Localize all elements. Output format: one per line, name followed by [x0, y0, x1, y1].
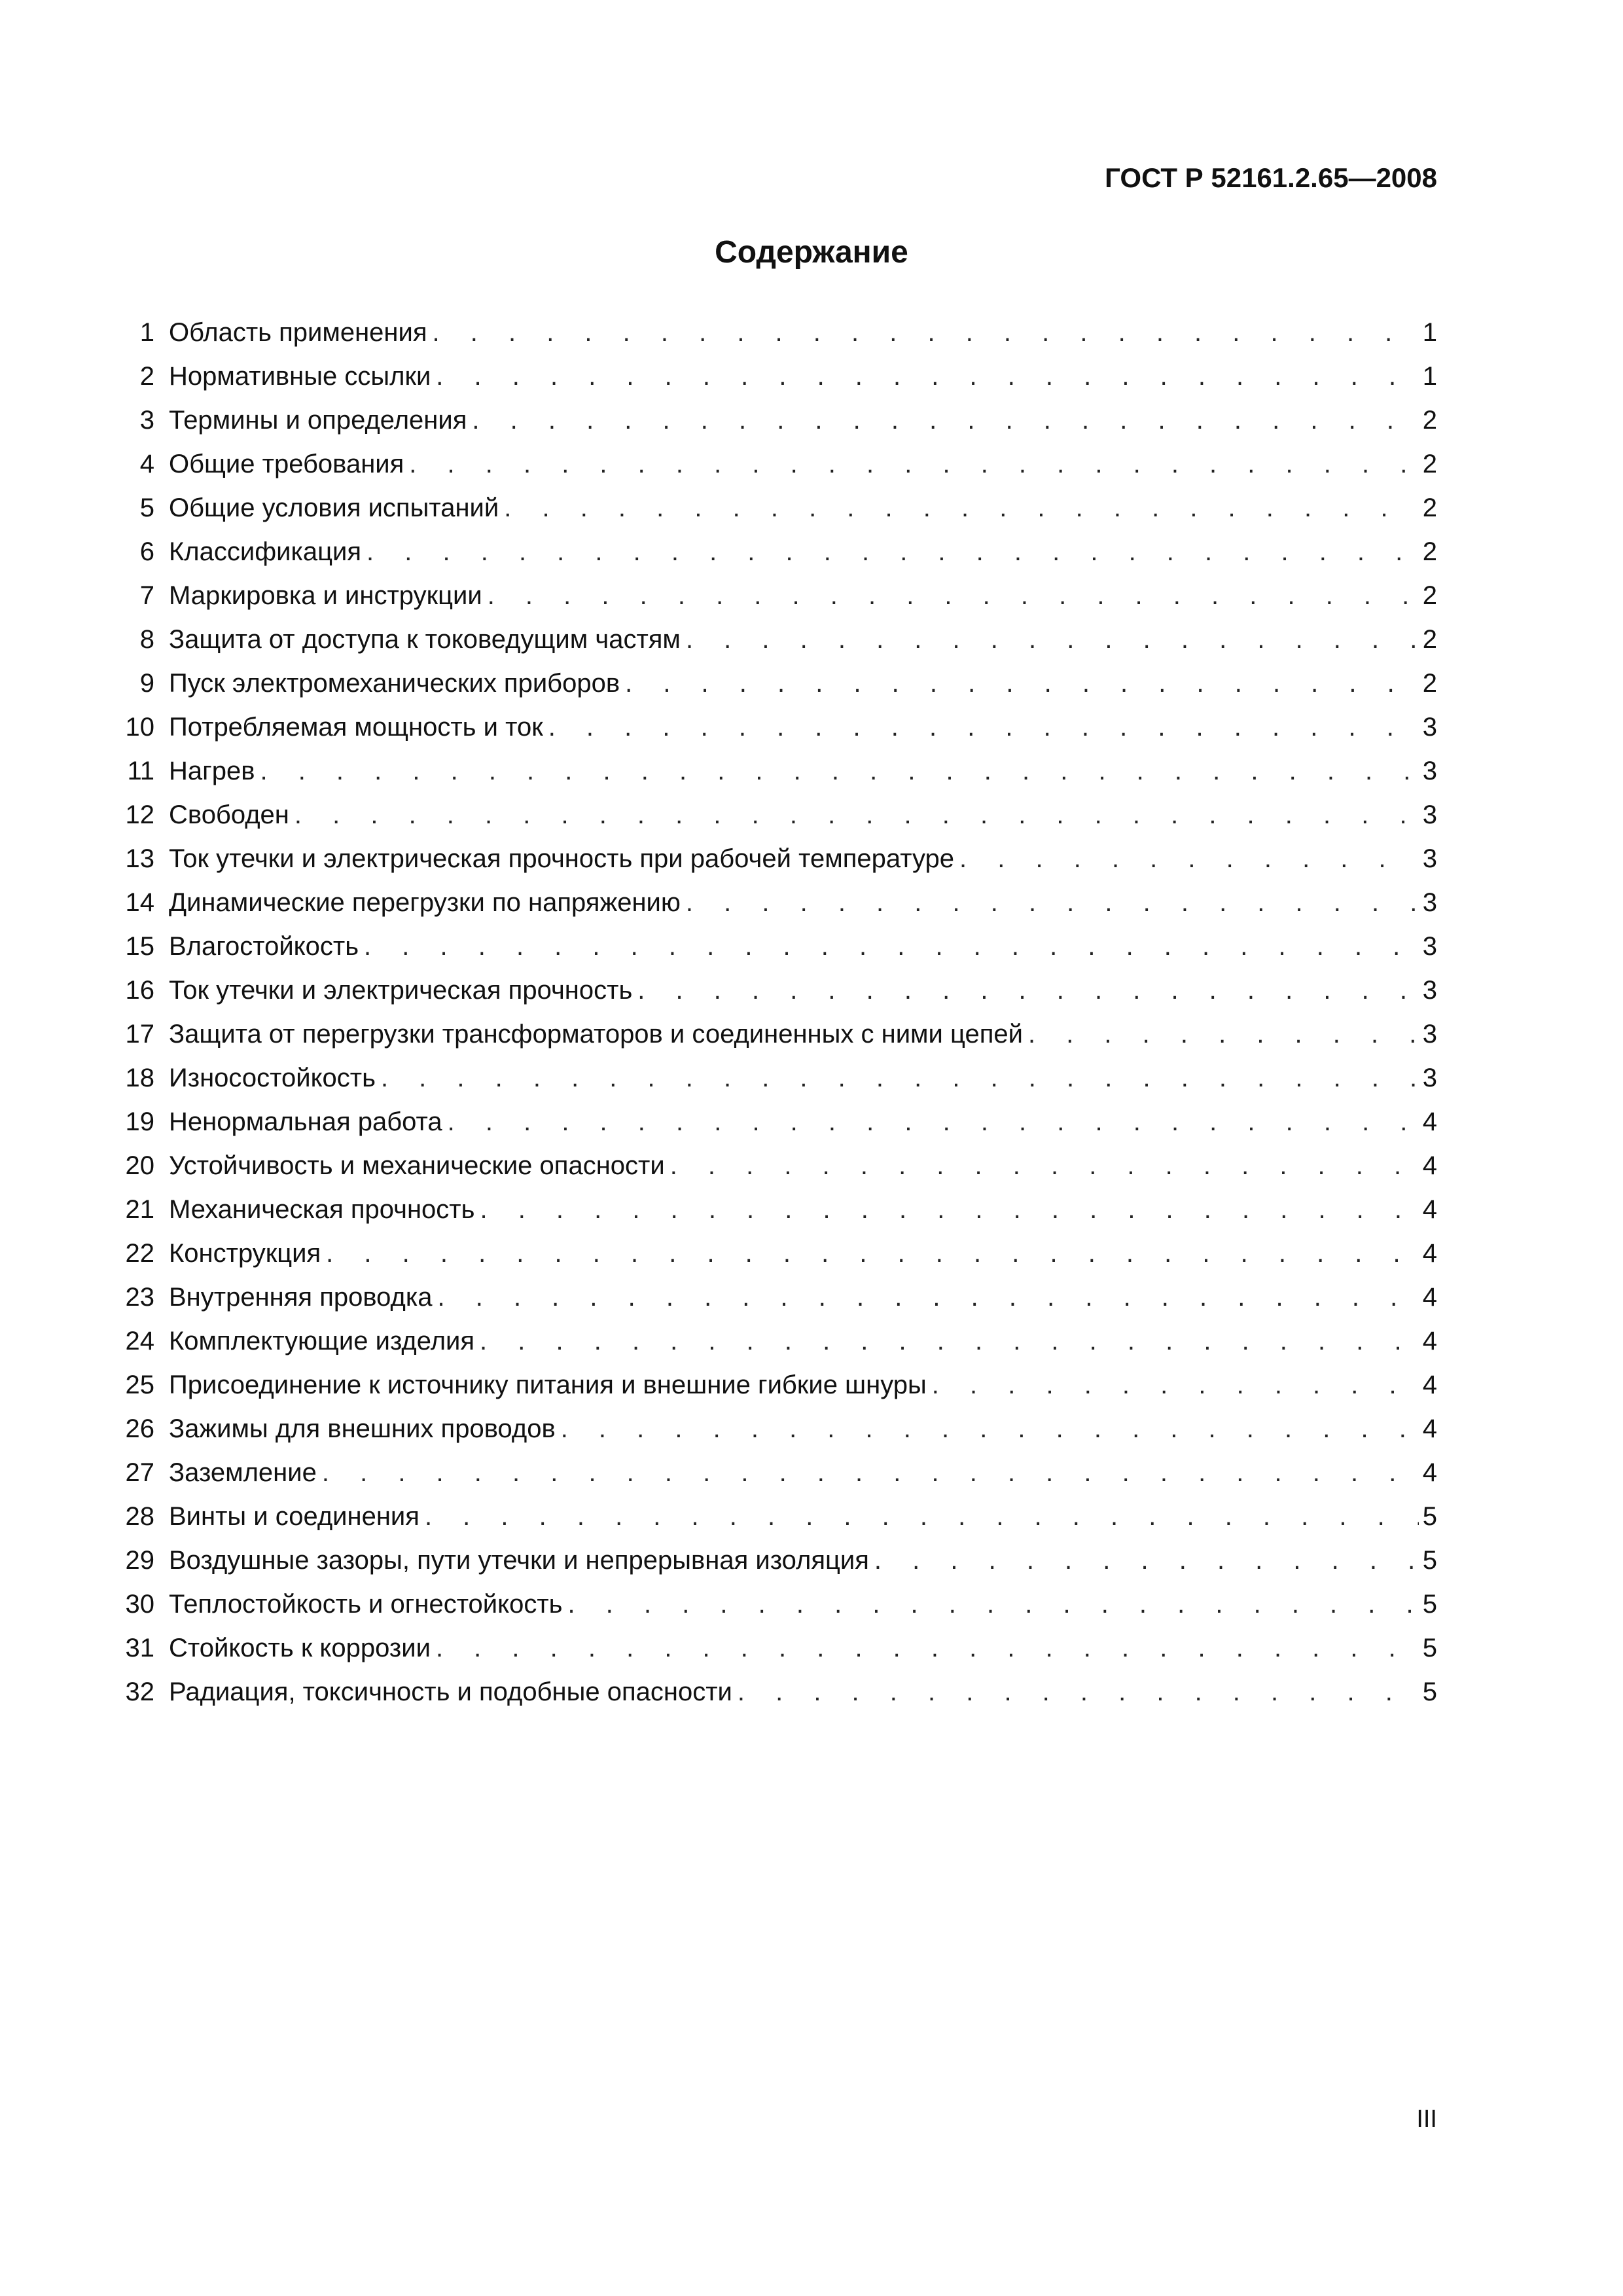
toc-entry-number: 28 [125, 1502, 154, 1531]
toc-entry-number: 12 [125, 800, 154, 829]
toc-entry-page: 2 [1422, 450, 1437, 478]
toc-dot-leader [480, 1319, 1419, 1363]
toc-entry-number: 11 [127, 757, 154, 785]
toc-entry[interactable] [116, 618, 1437, 662]
toc-entry[interactable] [116, 706, 1437, 749]
toc-entry-label: Ток утечки и электрическая прочность [169, 976, 633, 1005]
toc-entry-number: 25 [125, 1371, 154, 1399]
toc-entry-number: 13 [125, 844, 154, 873]
toc-entry[interactable] [116, 837, 1437, 881]
toc-entry-number: 4 [139, 450, 154, 478]
toc-entry[interactable] [116, 1363, 1437, 1407]
toc-entry-label: Ненормальная работа [169, 1107, 442, 1136]
toc-entry-page: 3 [1422, 1020, 1437, 1049]
toc-dot-leader [448, 1100, 1419, 1144]
toc-dot-leader [322, 1451, 1419, 1495]
toc-entry-number: 1 [139, 318, 154, 347]
toc-entry-page: 4 [1422, 1371, 1437, 1399]
toc-entry[interactable] [116, 530, 1437, 574]
document-standard-id: ГОСТ Р 52161.2.65—2008 [1105, 162, 1437, 193]
toc-entry-number: 15 [125, 932, 154, 961]
toc-entry-label: Влагостойкость [169, 932, 359, 961]
toc-entry-number: 10 [125, 713, 154, 742]
toc-entry-number: 18 [125, 1064, 154, 1092]
toc-entry[interactable] [116, 793, 1437, 837]
toc-dot-leader [366, 530, 1419, 574]
toc-entry-page: 3 [1422, 844, 1437, 873]
toc-dot-leader [637, 969, 1418, 1013]
toc-entry-number: 17 [125, 1020, 154, 1049]
toc-entry[interactable] [116, 311, 1437, 355]
toc-entry[interactable] [116, 1407, 1437, 1451]
toc-entry-page: 5 [1422, 1590, 1437, 1619]
table-of-contents [116, 311, 1437, 1714]
toc-entry-page: 2 [1422, 493, 1437, 522]
toc-entry-page: 5 [1422, 1546, 1437, 1575]
toc-entry-label: Динамические перегрузки по напряжению [169, 888, 681, 917]
toc-entry-label: Ток утечки и электрическая прочность при рабочей температуре [169, 844, 955, 873]
toc-entry-page: 2 [1422, 581, 1437, 610]
toc-entry-label: Стойкость к коррозии [169, 1634, 431, 1662]
toc-entry[interactable] [116, 1188, 1437, 1232]
toc-entry-page: 3 [1422, 1064, 1437, 1092]
toc-entry-page: 4 [1422, 1414, 1437, 1443]
toc-entry-label: Нормативные ссылки [169, 362, 431, 391]
toc-entry-page: 4 [1422, 1458, 1437, 1487]
toc-entry-number: 30 [125, 1590, 154, 1619]
toc-entry-label: Область применения [169, 318, 427, 347]
toc-dot-leader [874, 1539, 1419, 1583]
toc-dot-leader [932, 1363, 1419, 1407]
toc-entry-label: Теплостойкость и огнестойкость [169, 1590, 563, 1619]
toc-entry[interactable] [116, 662, 1437, 706]
toc-entry-label: Общие требования [169, 450, 404, 478]
toc-entry[interactable] [116, 881, 1437, 925]
toc-entry-label: Заземление [169, 1458, 317, 1487]
toc-dot-leader [686, 881, 1419, 925]
toc-entry-page: 2 [1422, 406, 1437, 435]
toc-entry-label: Износостойкость [169, 1064, 376, 1092]
toc-entry-page: 1 [1422, 362, 1437, 391]
page-number: III [1416, 2106, 1437, 2133]
toc-entry-label: Классификация [169, 537, 362, 566]
toc-entry-page: 2 [1422, 669, 1437, 698]
toc-dot-leader [548, 706, 1419, 749]
toc-dot-leader [409, 442, 1418, 486]
toc-entry-number: 20 [125, 1151, 154, 1180]
toc-entry-page: 4 [1422, 1239, 1437, 1268]
toc-entry-number: 23 [125, 1283, 154, 1312]
toc-entry[interactable] [116, 925, 1437, 969]
toc-dot-leader [294, 793, 1419, 837]
toc-entry[interactable] [116, 1144, 1437, 1188]
toc-entry-label: Воздушные зазоры, пути утечки и непрерывная изоляция [169, 1546, 869, 1575]
toc-entry-label: Механическая прочность [169, 1195, 475, 1224]
toc-entry[interactable] [116, 749, 1437, 793]
toc-entry-page: 2 [1422, 537, 1437, 566]
toc-entry-label: Нагрев [169, 757, 255, 785]
toc-entry-number: 9 [139, 669, 154, 698]
toc-entry-page: 4 [1422, 1107, 1437, 1136]
toc-dot-leader [488, 574, 1419, 618]
toc-dot-leader [504, 486, 1419, 530]
toc-entry[interactable] [116, 1583, 1437, 1626]
toc-entry-label: Потребляемая мощность и ток [169, 713, 543, 742]
toc-entry-label: Маркировка и инструкции [169, 581, 482, 610]
toc-entry-page: 1 [1422, 318, 1437, 347]
toc-entry-number: 22 [125, 1239, 154, 1268]
toc-entry[interactable] [116, 1056, 1437, 1100]
toc-dot-leader [738, 1670, 1419, 1714]
toc-entry-page: 5 [1422, 1634, 1437, 1662]
toc-dot-leader [433, 311, 1419, 355]
toc-dot-leader [364, 925, 1419, 969]
toc-entry[interactable] [116, 1100, 1437, 1144]
toc-entry-number: 29 [125, 1546, 154, 1575]
toc-dot-leader [472, 399, 1418, 442]
toc-entry-number: 16 [125, 976, 154, 1005]
toc-entry-label: Термины и определения [169, 406, 467, 435]
toc-entry[interactable] [116, 1451, 1437, 1495]
toc-entry-page: 5 [1422, 1502, 1437, 1531]
toc-entry-label: Конструкция [169, 1239, 321, 1268]
toc-dot-leader [326, 1232, 1419, 1276]
toc-dot-leader [625, 662, 1419, 706]
toc-entry-page: 5 [1422, 1677, 1437, 1706]
toc-entry-label: Комплектующие изделия [169, 1327, 475, 1355]
toc-dot-leader [686, 618, 1419, 662]
toc-dot-leader [436, 355, 1418, 399]
toc-dot-leader [568, 1583, 1419, 1626]
toc-entry-number: 27 [125, 1458, 154, 1487]
toc-entry-number: 7 [139, 581, 154, 610]
toc-dot-leader [436, 1626, 1419, 1670]
toc-entry-page: 4 [1422, 1195, 1437, 1224]
toc-entry-number: 14 [125, 888, 154, 917]
toc-dot-leader [561, 1407, 1419, 1451]
toc-entry[interactable] [116, 1626, 1437, 1670]
toc-dot-leader [480, 1188, 1418, 1232]
toc-dot-leader [437, 1276, 1418, 1319]
toc-entry-label: Присоединение к источнику питания и внешние гибкие шнуры [169, 1371, 927, 1399]
toc-entry[interactable] [116, 969, 1437, 1013]
toc-dot-leader [381, 1056, 1419, 1100]
toc-entry[interactable] [116, 1232, 1437, 1276]
toc-entry-number: 3 [139, 406, 154, 435]
toc-entry-page: 4 [1422, 1327, 1437, 1355]
toc-entry-label: Общие условия испытаний [169, 493, 499, 522]
toc-entry-label: Радиация, токсичность и подобные опасности [169, 1677, 732, 1706]
toc-entry-label: Свободен [169, 800, 289, 829]
toc-entry[interactable] [116, 1670, 1437, 1714]
toc-entry-number: 6 [139, 537, 154, 566]
toc-entry-label: Зажимы для внешних проводов [169, 1414, 556, 1443]
toc-entry-page: 3 [1422, 713, 1437, 742]
toc-dot-leader [1028, 1013, 1419, 1056]
toc-entry-number: 31 [125, 1634, 154, 1662]
toc-entry[interactable] [116, 486, 1437, 530]
toc-entry-number: 5 [139, 493, 154, 522]
toc-entry-label: Пуск электромеханических приборов [169, 669, 620, 698]
toc-entry-number: 26 [125, 1414, 154, 1443]
toc-entry[interactable] [116, 442, 1437, 486]
toc-dot-leader [425, 1495, 1419, 1539]
toc-entry[interactable] [116, 399, 1437, 442]
toc-dot-leader [260, 749, 1418, 793]
toc-entry[interactable] [116, 1319, 1437, 1363]
toc-entry[interactable] [116, 1013, 1437, 1056]
toc-title: Содержание [715, 235, 908, 270]
toc-entry-number: 8 [139, 625, 154, 654]
toc-entry-number: 21 [125, 1195, 154, 1224]
toc-entry-label: Защита от перегрузки трансформаторов и соединенных с ними цепей [169, 1020, 1023, 1049]
toc-entry-page: 4 [1422, 1151, 1437, 1180]
toc-entry-number: 24 [125, 1327, 154, 1355]
toc-entry-page: 3 [1422, 932, 1437, 961]
toc-dot-leader [670, 1144, 1419, 1188]
toc-entry-label: Защита от доступа к токоведущим частям [169, 625, 681, 654]
toc-entry-page: 3 [1422, 888, 1437, 917]
toc-entry-label: Устойчивость и механические опасности [169, 1151, 665, 1180]
toc-entry-label: Внутренняя проводка [169, 1283, 433, 1312]
toc-entry-page: 3 [1422, 976, 1437, 1005]
toc-entry-page: 3 [1422, 757, 1437, 785]
toc-entry-page: 2 [1422, 625, 1437, 654]
toc-entry-page: 4 [1422, 1283, 1437, 1312]
toc-entry-page: 3 [1422, 800, 1437, 829]
toc-entry[interactable] [116, 1495, 1437, 1539]
toc-entry[interactable] [116, 355, 1437, 399]
toc-entry[interactable] [116, 1539, 1437, 1583]
toc-entry-label: Винты и соединения [169, 1502, 419, 1531]
toc-entry-number: 2 [139, 362, 154, 391]
toc-entry-number: 19 [125, 1107, 154, 1136]
toc-entry[interactable] [116, 1276, 1437, 1319]
toc-dot-leader [959, 837, 1419, 881]
toc-entry[interactable] [116, 574, 1437, 618]
toc-entry-number: 32 [125, 1677, 154, 1706]
